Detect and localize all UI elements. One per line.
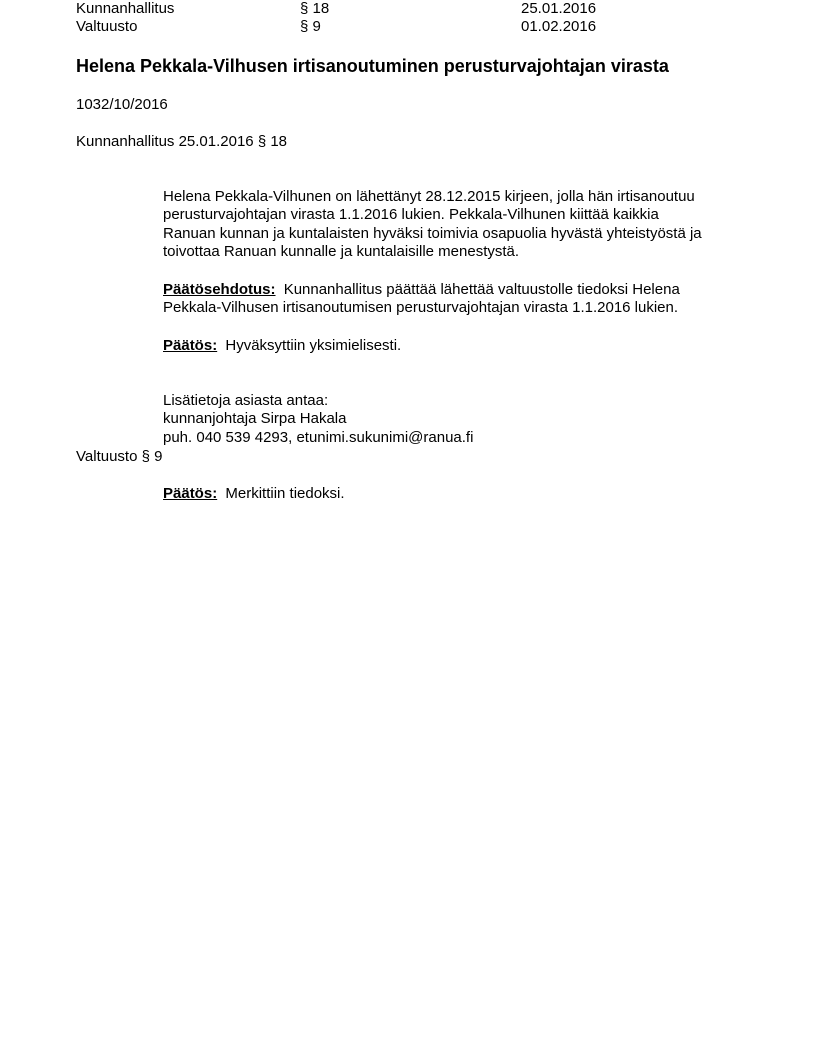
header-row-2-section: § 9 bbox=[300, 18, 321, 35]
document-title: Helena Pekkala-Vilhusen irtisanoutuminen perusturvajohtajan virasta bbox=[76, 56, 669, 76]
body-paragraph bbox=[163, 188, 763, 262]
decision-2-text: Merkittiin tiedoksi. bbox=[225, 485, 345, 502]
contact-line-1: Lisätietoja asiasta antaa: bbox=[163, 392, 329, 409]
header-row-2-date: 01.02.2016 bbox=[521, 18, 597, 35]
header-row-1-date: 25.01.2016 bbox=[521, 0, 597, 17]
header-row-1-body: Kunnanhallitus bbox=[76, 0, 175, 17]
reference-number: 1032/10/2016 bbox=[76, 96, 168, 113]
header-row-2-body: Valtuusto bbox=[76, 18, 138, 35]
proposal-paragraph bbox=[163, 281, 763, 318]
body-line-2: perusturvajohtajan virasta 1.1.2016 lukien. Pekkala-Vilhunen kiittää kaikkia bbox=[163, 206, 659, 224]
proposal-label: Päätösehdotus: bbox=[163, 281, 276, 298]
contact-line-2: kunnanjohtaja Sirpa Hakala bbox=[163, 410, 347, 428]
body-line-4: toivottaa Ranuan kunnalle ja kuntalaisille menestystä. bbox=[163, 243, 520, 261]
body-line-3: Ranuan kunnan ja kuntalaisten hyväksi toimivia osapuolia hyvästä yhteistyöstä ja bbox=[163, 224, 702, 242]
decision-2-label: Päätös: bbox=[163, 485, 218, 502]
body-line-1: Helena Pekkala-Vilhunen on lähettänyt 28.12.2015 kirjeen, jolla hän irtisanoutuu bbox=[163, 188, 695, 205]
proposal-text-1: Kunnanhallitus päättää lähettää valtuustolle tiedoksi Helena bbox=[283, 281, 680, 298]
kunnanhallitus-heading: Kunnanhallitus 25.01.2016 § 18 bbox=[76, 133, 288, 150]
valtuusto-heading: Valtuusto § 9 bbox=[76, 448, 163, 465]
decision-2-paragraph bbox=[163, 485, 763, 503]
decision-1-paragraph bbox=[163, 337, 763, 355]
contact-line-3: puh. 040 539 4293, etunimi.sukunimi@ranua.fi bbox=[163, 428, 474, 446]
proposal-line-1 bbox=[163, 281, 763, 299]
decision-1-text: Hyväksyttiin yksimielisesti. bbox=[225, 337, 402, 354]
decision-1-label: Päätös: bbox=[163, 337, 218, 354]
contact-block bbox=[163, 392, 763, 447]
proposal-line-2: Pekkala-Vilhusen irtisanoutumisen perusturvajohtajan virasta 1.1.2016 lukien. bbox=[163, 299, 679, 317]
header-row-1-section: § 18 bbox=[300, 0, 330, 17]
